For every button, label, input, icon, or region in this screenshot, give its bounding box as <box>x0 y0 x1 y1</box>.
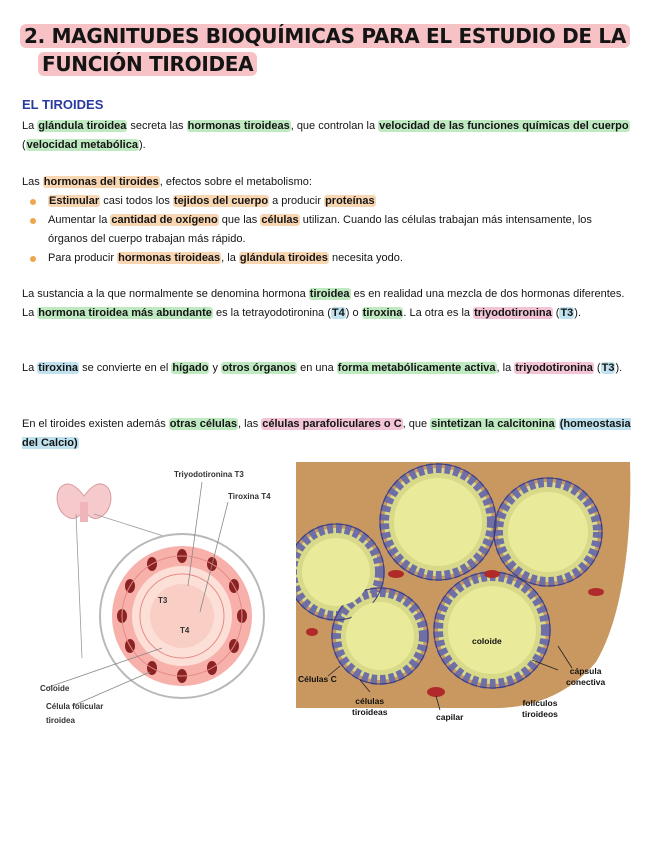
bullet-icon <box>30 256 36 262</box>
page-title <box>20 22 640 78</box>
label-coloide-r: coloide <box>472 636 502 646</box>
section-subtitle: EL TIROIDES <box>22 97 104 112</box>
label-capsula: cápsula conectiva <box>566 666 606 687</box>
paragraph-4: La tiroxina se convierte en el hígado y otros órganos en una forma metabólicamente activa, la triyodotironina (T3). <box>22 362 623 374</box>
title-line-1: 2. MAGNITUDES BIOQUÍMICAS PARA EL ESTUDIO DE LA <box>20 24 630 48</box>
label-t4: Tiroxina T4 <box>228 492 271 501</box>
effects-list <box>22 192 634 268</box>
paragraph-5: En el tiroides existen además otras células, las células parafoliculares o C, que sintetizan la calcitonina (homeostasia del Calcio) <box>22 418 631 449</box>
label-capilar: capilar <box>436 712 464 722</box>
label-celulas-c: Células C <box>298 674 337 684</box>
label-t3: Triyodotironina T3 <box>174 470 244 479</box>
label-t4-inner: T4 <box>180 626 190 635</box>
paragraph-2: Las hormonas del tiroides, efectos sobre el metabolismo: Estimular casi todos los tejidos del cuerpo a producir proteínas Aumentar la cantidad de oxígeno que las células utilizan. Cuando las células trabajan más intensamente, los órganos del cuerpo trabajan más rápido. Para producir hormonas tiroideas, la glándula tiroides necesita yodo. <box>22 173 634 268</box>
label-foliculos: folículos tiroideos <box>522 698 558 719</box>
label-celulas-tiroideas: células tiroideas <box>352 696 388 717</box>
bullet-icon <box>30 218 36 224</box>
bullet-icon <box>30 199 36 205</box>
list-item: Estimular casi todos los tejidos del cuerpo a producir proteínas <box>22 192 634 211</box>
paragraph-3: La sustancia a la que normalmente se denomina hormona tiroidea es en realidad una mezcla de dos hormonas diferentes. La hormona tiroidea más abundante es la tetrayodotironina (T4) o tiroxina. La otra es la triyodotironina (T3). <box>22 288 625 319</box>
label-t3-inner: T3 <box>158 596 168 605</box>
histology-illustration <box>296 462 636 728</box>
title-line-2: FUNCIÓN TIROIDEA <box>38 52 257 76</box>
list-item: Aumentar la cantidad de oxígeno que las células utilizan. Cuando las células trabajan más intensamente, los órganos del cuerpo trabajan más rápido. <box>22 211 634 249</box>
histology-drawing <box>296 462 636 728</box>
label-coloide: Coloide <box>40 684 70 693</box>
label-celula-folicular: Célula folicular <box>46 702 104 711</box>
label-celula-folicular-2: tiroidea <box>46 716 75 725</box>
follicle-diagram <box>32 462 294 740</box>
paragraph-1: La glándula tiroidea secreta las hormonas tiroideas, que controlan la velocidad de las funciones químicas del cuerpo (velocidad metabólica). <box>22 120 629 151</box>
list-item: Para producir hormonas tiroideas, la glándula tiroides necesita yodo. <box>22 249 634 268</box>
